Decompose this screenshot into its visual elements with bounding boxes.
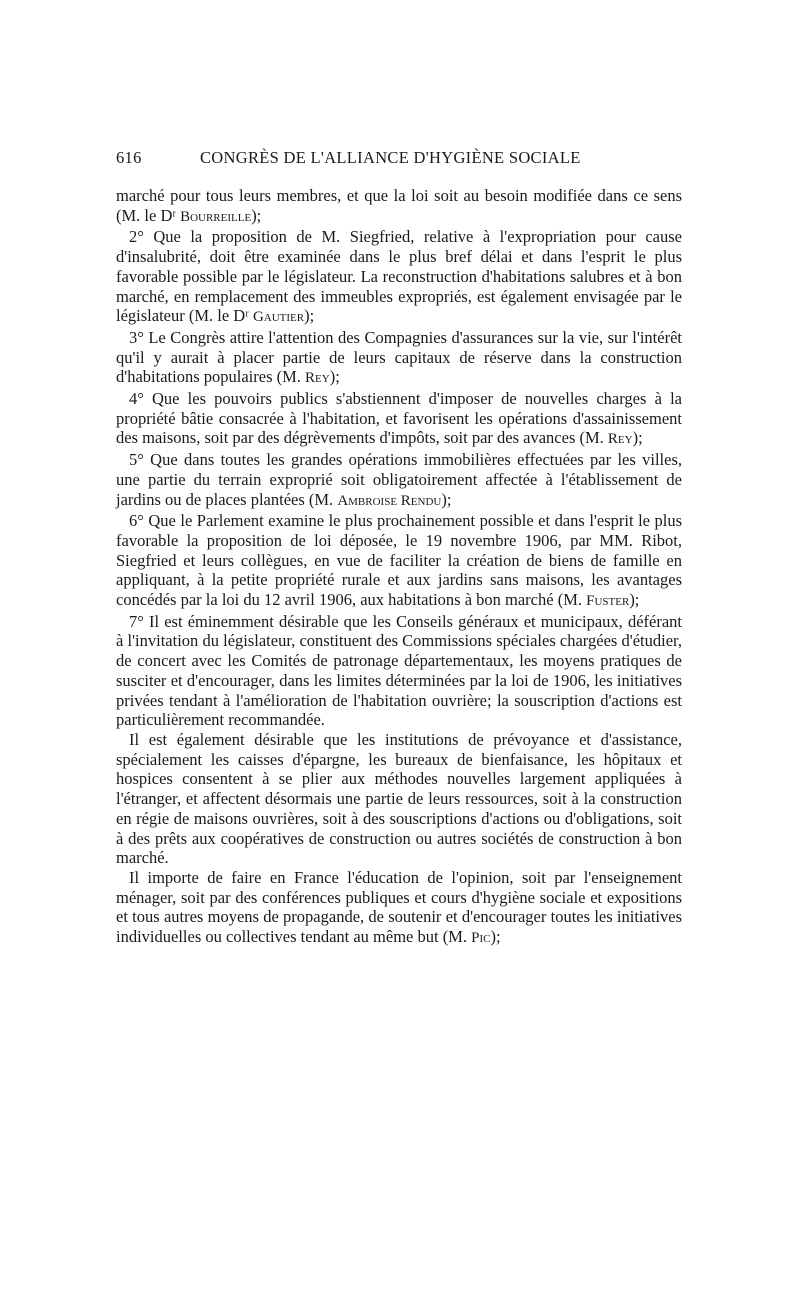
author-name: Pic [471, 930, 491, 947]
author-name: Bourreille [180, 208, 252, 225]
paragraph-continuation [116, 186, 682, 227]
author-name: Gautier [252, 309, 305, 326]
paragraph-text: 4° Que les pouvoirs publics s'abstiennent d'imposer de nouvelles charges à la propriété bâtie consacrée à l'habitation, et favorisent les opérations d'assainissement des maisons, soit par des dégrèvements d'impôts, soit par des avances (M. [116, 389, 682, 448]
running-title: CONGRÈS DE L'ALLIANCE D'HYGIÈNE SOCIALE [200, 148, 581, 167]
paragraph-closing: ); [329, 367, 340, 387]
paragraph-text: 5° Que dans toutes les grandes opérations immobilières effectuées par les villes, une partie du terrain exproprié soit obligatoirement affectée à l'établissement de jardins ou de places plantées (M. [116, 450, 682, 509]
paragraph-closing: ); [441, 489, 452, 509]
author-name: Rey [305, 370, 330, 387]
resolution-2 [116, 227, 682, 328]
paragraph-text: 2° Que la proposition de M. Siegfried, relative à l'expropriation pour cause d'insalubrité, doit être examinée dans le plus bref délai et dans l'esprit le plus favorable possible par le législateur. La reconstruction d'habitations salubres et à bon marché, en remplacement des immeubles expropriés, est également envisagée par le législateur (M. le Dʳ [116, 227, 682, 326]
resolution-5 [116, 450, 682, 511]
author-name: Ambroise Rendu [337, 492, 442, 509]
resolution-4 [116, 389, 682, 450]
paragraph-closing: ); [490, 927, 501, 947]
paragraph-institutions [116, 730, 682, 868]
body-text [116, 186, 682, 949]
paragraph-text: 6° Que le Parlement examine le plus prochainement possible et dans l'esprit le plus favorable la proposition de loi déposée, le 19 novembre 1906, par MM. Ribot, Siegfried et leurs collègues, en vue de faciliter la création de biens de famille en appliquant, à la petite propriété rurale et aux jardins sans maisons, les avantages concédés par la loi du 12 avril 1906, aux habitations à bon marché (M. [116, 511, 682, 610]
paragraph-text: Il est également désirable que les institutions de prévoyance et d'assistance, spécialement les caisses d'épargne, les bureaux de bienfaisance, les hôpitaux et hospices consentent à se plier aux méthodes nouvelles largement appliquées à l'étranger, et affectent désormais une partie de leurs ressources, soit à la construction en régie de maisons ouvrières, soit à des souscriptions d'actions ou d'obligations, soit à des prêts aux coopératives de construction ou autres sociétés de construction à bon marché. [116, 729, 682, 868]
paragraph-text: 3° Le Congrès attire l'attention des Compagnies d'assurances sur la vie, sur l'intérêt qu'il y aurait à placer partie de leurs capitaux de réserve dans la construction d'habitations populaires (M. [116, 327, 682, 387]
paragraph-closing: ); [632, 428, 643, 448]
page-number: 616 [116, 148, 142, 167]
paragraph-education [116, 868, 682, 949]
paragraph-text: 7° Il est éminemment désirable que les Conseils généraux et municipaux, déférant à l'invitation du législateur, constituent des Commissions spéciales chargées d'étudier, de concert avec les Comités de patronage départementaux, les moyens pratiques de susciter et d'encourager, dans les limites déterminées par la loi de 1906, les initiatives privées tendant à l'amélioration de l'habitation ouvrière; la souscription d'actions est particulièrement recommandée. [116, 611, 682, 730]
page-header [116, 148, 682, 172]
paragraph-text: Il importe de faire en France l'éducation de l'opinion, soit par l'enseignement ménager, soit par des conférences publiques et cours d'hygiène sociale et expositions et tous autres moyens de propagande, de soutenir et d'encourager toutes les initiatives individuelles ou collectives tendant au même but (M. [116, 867, 682, 947]
paragraph-closing: ); [304, 306, 315, 326]
resolution-7 [116, 612, 682, 730]
paragraph-text: marché pour tous leurs membres, et que la loi soit au besoin modifiée dans ce sens (M. le Dʳ [116, 186, 682, 225]
paragraph-closing: ); [251, 205, 262, 225]
author-name: Rey [607, 431, 633, 448]
resolution-6 [116, 511, 682, 612]
resolution-3 [116, 328, 682, 389]
paragraph-closing: ); [629, 590, 640, 610]
author-name: Fuster [586, 593, 630, 610]
